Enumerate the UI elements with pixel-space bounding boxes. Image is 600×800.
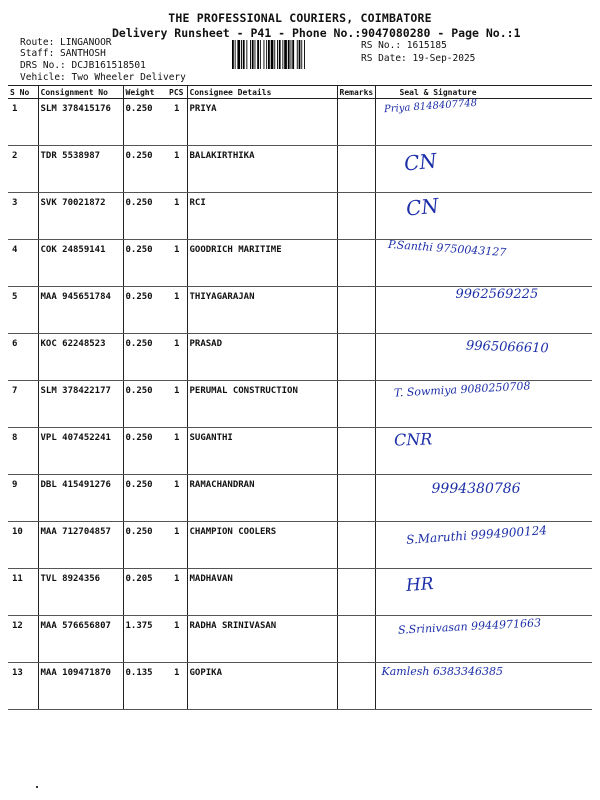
row-pcs: 1	[167, 334, 187, 381]
handwritten-signature: HR	[404, 574, 434, 596]
row-signature	[375, 99, 592, 146]
row-signature	[375, 237, 592, 287]
row-pcs: 1	[167, 475, 187, 522]
row-sno: 2	[8, 146, 38, 193]
row-consignment: TVL 8924356	[38, 569, 123, 616]
row-consignment: DBL 415491276	[38, 475, 123, 522]
row-weight: 0.205	[123, 569, 167, 616]
row-consignee: GOPIKA	[187, 663, 337, 710]
staff-label: Staff: SANTHOSH	[20, 48, 106, 59]
row-weight: 0.135	[123, 663, 167, 710]
drs-number: DRS No.: DCJB161518501	[20, 60, 146, 71]
row-consignee: PRIYA	[187, 99, 337, 146]
row-pcs: 1	[167, 428, 187, 475]
col-weight: Weight	[123, 86, 167, 99]
row-remarks	[337, 193, 375, 240]
handwritten-signature: S.Srinivasan 9944971663	[397, 616, 541, 637]
barcode-bar	[246, 40, 247, 69]
table-row	[8, 193, 592, 240]
row-pcs: 1	[167, 569, 187, 616]
barcode-bar	[257, 40, 259, 69]
row-pcs: 1	[167, 99, 187, 146]
row-pcs: 1	[167, 240, 187, 287]
barcode-bar	[279, 40, 281, 69]
handwritten-signature: T. Sowmiya 9080250708	[393, 379, 531, 400]
row-pcs: 1	[167, 381, 187, 428]
row-sno: 9	[8, 475, 38, 522]
row-sno: 3	[8, 193, 38, 240]
row-pcs: 1	[167, 663, 187, 710]
barcode-bar	[282, 40, 283, 69]
row-sno: 7	[8, 381, 38, 428]
row-sno: 5	[8, 287, 38, 334]
row-consignment: MAA 109471870	[38, 663, 123, 710]
row-consignment: MAA 945651784	[38, 287, 123, 334]
row-signature	[375, 522, 592, 569]
row-pcs: 1	[167, 146, 187, 193]
handwritten-signature: S.Maruthi 9994900124	[405, 523, 547, 547]
handwritten-signature: Priya 8148407748	[383, 97, 477, 116]
row-remarks	[337, 146, 375, 193]
row-weight: 0.250	[123, 287, 167, 334]
row-signature	[375, 428, 592, 475]
row-sno: 6	[8, 334, 38, 381]
handwritten-signature: 9962569225	[455, 287, 539, 302]
col-consignee: Consignee Details	[187, 86, 337, 99]
runsheet-subtitle: Delivery Runsheet - P41 - Phone No.:9047080280 - Page No.:1	[112, 26, 521, 40]
rs-date: RS Date: 19-Sep-2025	[361, 53, 476, 64]
row-remarks	[337, 381, 375, 428]
row-sno: 4	[8, 240, 38, 287]
col-remarks: Remarks	[337, 86, 375, 99]
handwritten-signature: CN	[402, 148, 438, 176]
row-pcs: 1	[167, 287, 187, 334]
barcode-bar	[292, 40, 294, 69]
row-signature	[375, 475, 592, 522]
handwritten-signature: CNR	[393, 429, 433, 450]
row-signature	[375, 334, 592, 381]
row-consignee: GOODRICH MARITIME	[187, 240, 337, 287]
table-row	[8, 428, 592, 475]
row-consignment: SVK 70021872	[38, 193, 123, 240]
row-weight: 1.375	[123, 616, 167, 663]
handwritten-signature: P.Santhi 9750043127	[387, 237, 507, 260]
row-consignee: PERUMAL CONSTRUCTION	[187, 381, 337, 428]
barcode-bar	[297, 40, 298, 69]
row-pcs: 1	[167, 522, 187, 569]
handwritten-signature: 9965066610	[465, 338, 549, 357]
row-weight: 0.250	[123, 381, 167, 428]
table-row	[8, 569, 592, 616]
row-weight: 0.250	[123, 522, 167, 569]
row-weight: 0.250	[123, 193, 167, 240]
row-sno: 10	[8, 522, 38, 569]
table-row	[8, 146, 592, 193]
barcode-bar	[284, 40, 287, 69]
row-signature	[375, 193, 592, 240]
route-label: Route: LINGANOOR	[20, 37, 112, 48]
row-remarks	[337, 334, 375, 381]
row-sno: 8	[8, 428, 38, 475]
row-consignee: MADHAVAN	[187, 569, 337, 616]
vehicle-label: Vehicle: Two Wheeler Delivery	[20, 72, 186, 83]
row-weight: 0.250	[123, 428, 167, 475]
row-consignee: SUGANTHI	[187, 428, 337, 475]
row-consignee: RCI	[187, 193, 337, 240]
table-header-row	[8, 86, 592, 99]
row-consignment: KOC 62248523	[38, 334, 123, 381]
row-weight: 0.250	[123, 146, 167, 193]
rs-number: RS No.: 1615185	[361, 40, 447, 51]
row-consignee: RAMACHANDRAN	[187, 475, 337, 522]
table-row	[8, 522, 592, 569]
barcode-bar	[255, 40, 256, 69]
row-weight: 0.250	[123, 99, 167, 146]
row-pcs: 1	[167, 193, 187, 240]
barcode-bar	[264, 40, 265, 69]
row-remarks	[337, 663, 375, 710]
handwritten-signature: 9994380786	[431, 481, 521, 497]
row-remarks	[337, 616, 375, 663]
row-consignment: VPL 407452241	[38, 428, 123, 475]
barcode-bar	[250, 40, 251, 69]
table-row	[8, 334, 592, 381]
row-remarks	[337, 428, 375, 475]
row-consignment: MAA 712704857	[38, 522, 123, 569]
company-title: THE PROFESSIONAL COURIERS, COIMBATORE	[168, 11, 432, 25]
row-consignment: SLM 378422177	[38, 381, 123, 428]
row-sno: 12	[8, 616, 38, 663]
row-consignment: SLM 378415176	[38, 99, 123, 146]
row-signature	[375, 381, 592, 428]
row-consignee: THIYAGARAJAN	[187, 287, 337, 334]
barcode-bar	[237, 40, 240, 69]
barcode-bar	[235, 40, 236, 69]
runsheet-table	[8, 85, 592, 710]
barcode-bar	[274, 40, 275, 69]
handwritten-signature: Kamlesh 6383346385	[381, 665, 503, 678]
row-sno: 11	[8, 569, 38, 616]
row-consignee: PRASAD	[187, 334, 337, 381]
barcode-bar	[266, 40, 267, 69]
barcode-bar	[260, 40, 261, 69]
barcode-bar	[301, 40, 302, 69]
table-row	[8, 287, 592, 334]
row-remarks	[337, 522, 375, 569]
col-consignment: Consignment No	[38, 86, 123, 99]
barcode-bar	[304, 40, 305, 69]
row-consignment: MAA 576656807	[38, 616, 123, 663]
row-consignment: COK 24859141	[38, 240, 123, 287]
row-remarks	[337, 99, 375, 146]
row-consignee: BALAKIRTHIKA	[187, 146, 337, 193]
barcode-bar	[271, 40, 274, 69]
row-remarks	[337, 240, 375, 287]
barcode-bar	[252, 40, 254, 69]
table-row	[8, 663, 592, 710]
barcode-bar	[268, 40, 270, 69]
row-sno: 13	[8, 663, 38, 710]
row-signature	[375, 616, 592, 663]
row-signature	[375, 569, 592, 616]
row-consignee: RADHA SRINIVASAN	[187, 616, 337, 663]
table-row	[8, 475, 592, 522]
row-signature	[375, 146, 592, 193]
barcode-bar	[288, 40, 290, 69]
col-signature: Seal & Signature	[375, 86, 592, 99]
barcode-bar	[243, 40, 245, 69]
barcode-bar	[277, 40, 278, 69]
row-remarks	[337, 475, 375, 522]
col-pcs: PCS	[167, 86, 187, 99]
row-weight: 0.250	[123, 334, 167, 381]
barcode-bar	[291, 40, 292, 69]
row-remarks	[337, 569, 375, 616]
row-consignee: CHAMPION COOLERS	[187, 522, 337, 569]
table-row	[8, 240, 592, 287]
row-consignment: TDR 5538987	[38, 146, 123, 193]
stray-mark	[36, 786, 38, 788]
table-row	[8, 381, 592, 428]
row-weight: 0.250	[123, 475, 167, 522]
barcode	[232, 40, 358, 69]
table-row	[8, 99, 592, 146]
handwritten-signature: CN	[404, 193, 440, 221]
row-sno: 1	[8, 99, 38, 146]
row-remarks	[337, 287, 375, 334]
barcode-bar	[299, 40, 301, 69]
barcode-bar	[241, 40, 242, 69]
col-sno: S No	[8, 86, 38, 99]
table-row	[8, 616, 592, 663]
barcode-bar	[232, 40, 234, 69]
row-pcs: 1	[167, 616, 187, 663]
row-signature	[375, 287, 592, 334]
row-signature	[375, 663, 592, 710]
row-weight: 0.250	[123, 240, 167, 287]
